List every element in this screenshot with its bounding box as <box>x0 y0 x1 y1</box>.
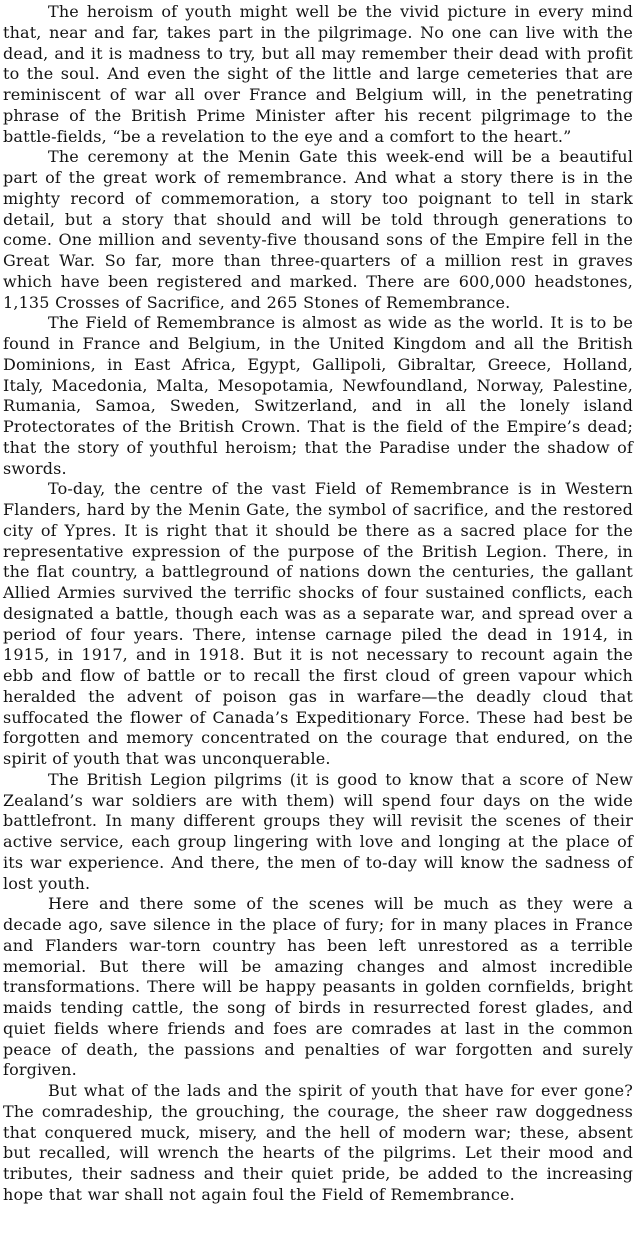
paragraph-heroism-of-youth: The heroism of youth might well be the vivid picture in every mind that, near and far, takes part in the pilgrimage. No one can live with the dead, and it is madness to try, but all may remember their dead with profit to the soul. And even the sight of the little and large cemeteries that are reminiscent of war all over France and Belgium will, in the penetrating phrase of the British Prime Minister after his recent pilgrimage to the battle-fields, “be a revelation to the eye and a comfort to the heart.” <box>3 2 633 146</box>
paragraph-field-of-remembrance: The Field of Remembrance is almost as wide as the world. It is to be found in France and Belgium, in the United Kingdom and all the British Dominions, in East Africa, Egypt, Gallipoli, Gibraltar, Greece, Holland, Italy, Macedonia, Malta, Mesopotamia, Newfoundland, Norway, Palestine, Rumania, Samoa, Sweden, Switzerland, and in all the lonely island Protectorates of the British Crown. That is the field of the Empire’s dead; that the story of youthful heroism; that the Paradise under the shadow of swords. <box>3 313 633 478</box>
paragraph-western-flanders: To-day, the centre of the vast Field of Remembrance is in Western Flanders, hard by the Menin Gate, the symbol of sacrifice, and the restored city of Ypres. It is right that it should be there as a sacred place for the representative expression of the purpose of the British Legion. There, in the flat country, a battleground of nations down the centuries, the gallant Allied Armies survived the terrific shocks of four sustained conflicts, each designated a battle, though each was as a separate war, and spread over a period of four years. There, intense carnage piled the dead in 1914, in 1915, in 1917, and in 1918. But it is not necessary to recount again the ebb and flow of battle or to recall the first cloud of green vapour which heralded the advent of poison gas in warfare—the deadly cloud that suffocated the flower of Canada’s Expeditionary Force. These had best be forgotten and memory concentrated on the courage that endured, on the spirit of youth that was unconquerable. <box>3 479 633 768</box>
paragraph-spirit-of-youth: But what of the lads and the spirit of youth that have for ever gone? The comradeship, the grouching, the courage, the sheer raw doggedness that conquered muck, misery, and the hell of modern war; these, absent but recalled, will wrench the hearts of the pilgrims. Let their mood and tributes, their sadness and their quiet pride, be added to the increasing hope that war shall not again foul the Field of Remembrance. <box>3 1081 633 1204</box>
paragraph-scenes-transformed: Here and there some of the scenes will be much as they were a decade ago, save silence in the place of fury; for in many places in France and Flanders war-torn country has been left unrestored as a terrible memorial. But there will be amazing changes and almost incredible transformations. There will be happy peasants in golden cornfields, bright maids tending cattle, the song of birds in resurrected forest glades, and quiet fields where friends and foes are comrades at last in the common peace of death, the passions and penalties of war forgotten and surely forgiven. <box>3 894 633 1080</box>
paragraph-menin-gate-ceremony: The ceremony at the Menin Gate this week-end will be a beautiful part of the great work of remembrance. And what a story there is in the mighty record of commemoration, a story too poignant to tell in stark detail, but a story that should and will be told through generations to come. One million and seventy-five thousand sons of the Empire fell in the Great War. So far, more than three-quarters of a million rest in graves which have been registered and marked. There are 600,000 headstones, 1,135 Crosses of Sacrifice, and 265 Stones of Remembrance. <box>3 147 633 312</box>
paragraph-legion-pilgrims: The British Legion pilgrims (it is good to know that a score of New Zealand’s war soldiers are with them) will spend four days on the wide battlefront. In many different groups they will revisit the scenes of their active service, each group lingering with love and longing at the place of its war experience. And there, the men of to-day will know the sadness of lost youth. <box>3 769 633 893</box>
